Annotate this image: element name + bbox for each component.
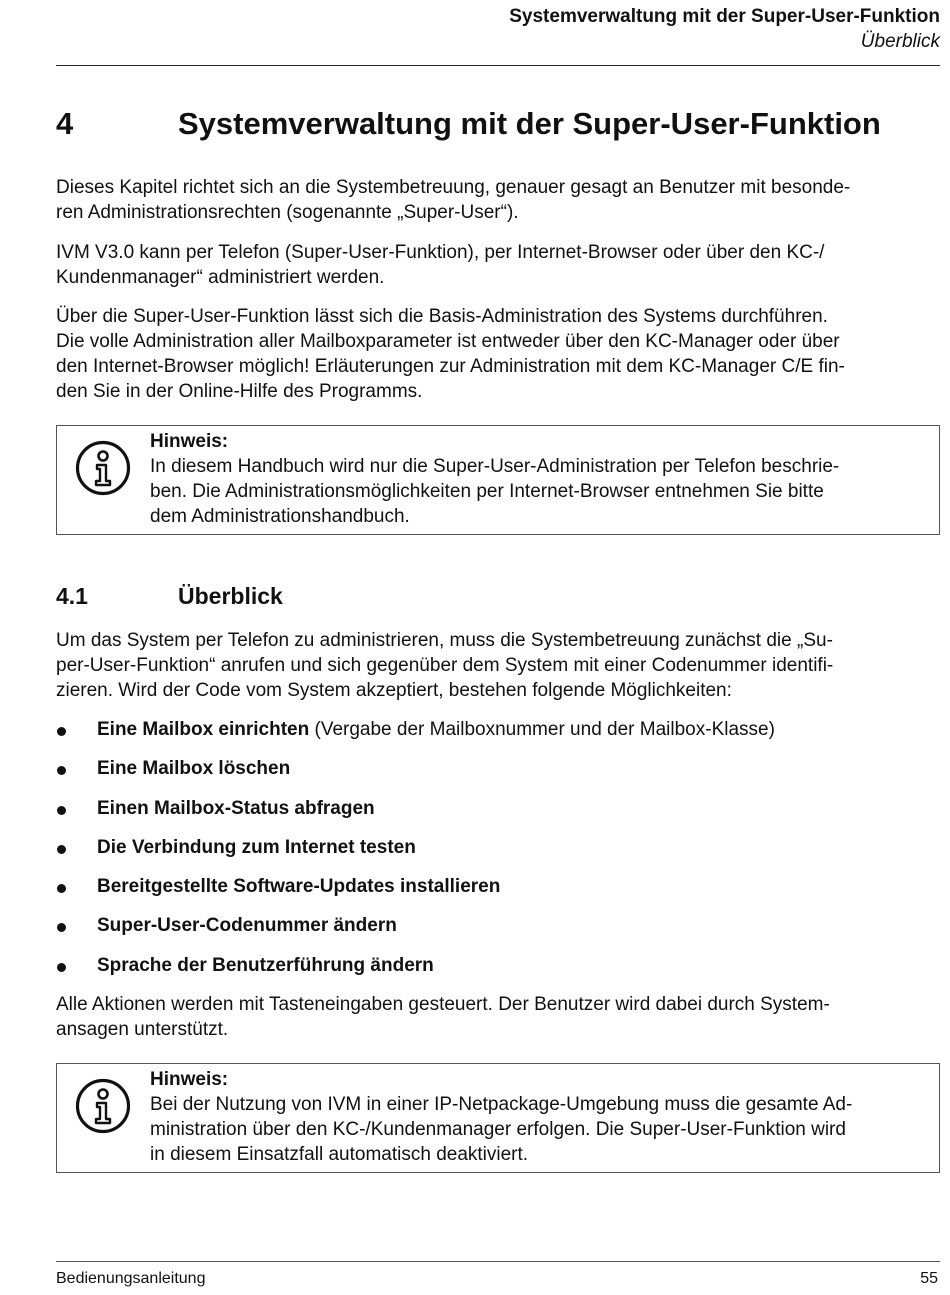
note-text-line: in diesem Einsatzfall automatisch deaktiviert.	[150, 1144, 529, 1165]
running-header	[56, 4, 940, 54]
list-item-bold: Bereitgestellte Software-Updates installieren	[97, 876, 501, 898]
text-line: Kundenmanager“ administriert werden.	[56, 267, 385, 288]
running-header-title: Systemverwaltung mit der Super-User-Funktion	[509, 6, 940, 27]
info-icon	[75, 1078, 131, 1134]
chapter-number: 4	[56, 106, 74, 141]
list-item-bold: Sprache der Benutzerführung ändern	[97, 954, 434, 976]
note-text-line: Bei der Nutzung von IVM in einer IP-Netpackage-Umgebung muss die gesamte Ad-	[150, 1094, 853, 1115]
running-header-section: Überblick	[860, 31, 940, 52]
text-line: zieren. Wird der Code vom System akzeptiert, bestehen folgende Möglichkeiten:	[56, 680, 732, 701]
footer-rule	[56, 1261, 940, 1262]
list-item	[56, 913, 940, 952]
list-item-bold: Eine Mailbox löschen	[97, 758, 291, 780]
note-text-line: In diesem Handbuch wird nur die Super-User-Administration per Telefon beschrie-	[150, 456, 840, 477]
list-item-bold: Eine Mailbox einrichten	[97, 719, 310, 740]
list-item-bold: Einen Mailbox-Status abfragen	[97, 797, 375, 819]
text-line: ansagen unterstützt.	[56, 1019, 229, 1040]
text-line: Um das System per Telefon zu administrieren, muss die Systembetreuung zunächst die „Su-	[56, 630, 833, 651]
list-item	[56, 717, 940, 756]
note-label: Hinweis:	[150, 431, 229, 452]
bullet-icon	[57, 806, 66, 815]
intro-paragraph-1	[56, 175, 940, 225]
section-number: 4.1	[56, 583, 88, 609]
bullet-icon	[57, 766, 66, 775]
info-icon	[75, 440, 131, 496]
list-item	[56, 756, 940, 795]
list-item	[56, 835, 940, 874]
text-line: den Sie in der Online-Hilfe des Programms.	[56, 381, 423, 402]
bullet-icon	[57, 727, 66, 736]
page-number: 55	[920, 1270, 938, 1287]
text-line: Über die Super-User-Funktion lässt sich die Basis-Administration des Systems durchführen.	[56, 306, 828, 327]
bullet-icon	[57, 845, 66, 854]
text-line: den Internet-Browser möglich! Erläuterungen zur Administration mit dem KC-Manager C/E fin-	[56, 356, 845, 377]
note-text-line: ministration über den KC-/Kundenmanager erfolgen. Die Super-User-Funktion wird	[150, 1119, 846, 1140]
text-line: ren Administrationsrechten (sogenannte „Super-User“).	[56, 202, 519, 223]
note-label: Hinweis:	[150, 1069, 229, 1090]
chapter-title: Systemverwaltung mit der Super-User-Funktion	[178, 106, 881, 141]
text-line: Die volle Administration aller Mailboxparameter ist entweder über den KC-Manager oder über	[56, 331, 840, 352]
chapter-heading	[56, 104, 881, 144]
list-item-bold: Super-User-Codenummer ändern	[97, 915, 397, 937]
footer-document-title: Bedienungsanleitung	[56, 1270, 206, 1287]
list-item	[56, 953, 940, 992]
bullet-icon	[57, 923, 66, 932]
intro-paragraph-3	[56, 304, 940, 404]
list-item	[56, 874, 940, 913]
section-title: Überblick	[178, 583, 283, 609]
text-line: Alle Aktionen werden mit Tasteneingaben gesteuert. Der Benutzer wird dabei durch System-	[56, 994, 830, 1015]
list-item-text: (Vergabe der Mailboxnummer und der Mailbox-Klasse)	[309, 719, 775, 740]
note-box-1	[56, 425, 940, 535]
text-line: per-User-Funktion“ anrufen und sich gegenüber dem System mit einer Codenummer identifi-	[56, 655, 834, 676]
overview-paragraph-2	[56, 992, 940, 1042]
text-line: Dieses Kapitel richtet sich an die Systembetreuung, genauer gesagt an Benutzer mit besonde-	[56, 177, 851, 198]
intro-paragraph-2	[56, 240, 940, 290]
note-text-line: dem Administrationshandbuch.	[150, 506, 410, 527]
list-item-bold: Die Verbindung zum Internet testen	[97, 836, 416, 858]
section-heading	[56, 580, 283, 612]
header-rule	[56, 65, 940, 66]
bullet-icon	[57, 884, 66, 893]
capabilities-list	[56, 717, 940, 992]
list-item	[56, 796, 940, 835]
overview-paragraph-1	[56, 628, 940, 703]
text-line: IVM V3.0 kann per Telefon (Super-User-Funktion), per Internet-Browser oder über den KC-/	[56, 242, 825, 263]
note-box-2	[56, 1063, 940, 1173]
bullet-icon	[57, 963, 66, 972]
note-text-line: ben. Die Administrationsmöglichkeiten per Internet-Browser entnehmen Sie bitte	[150, 481, 824, 502]
